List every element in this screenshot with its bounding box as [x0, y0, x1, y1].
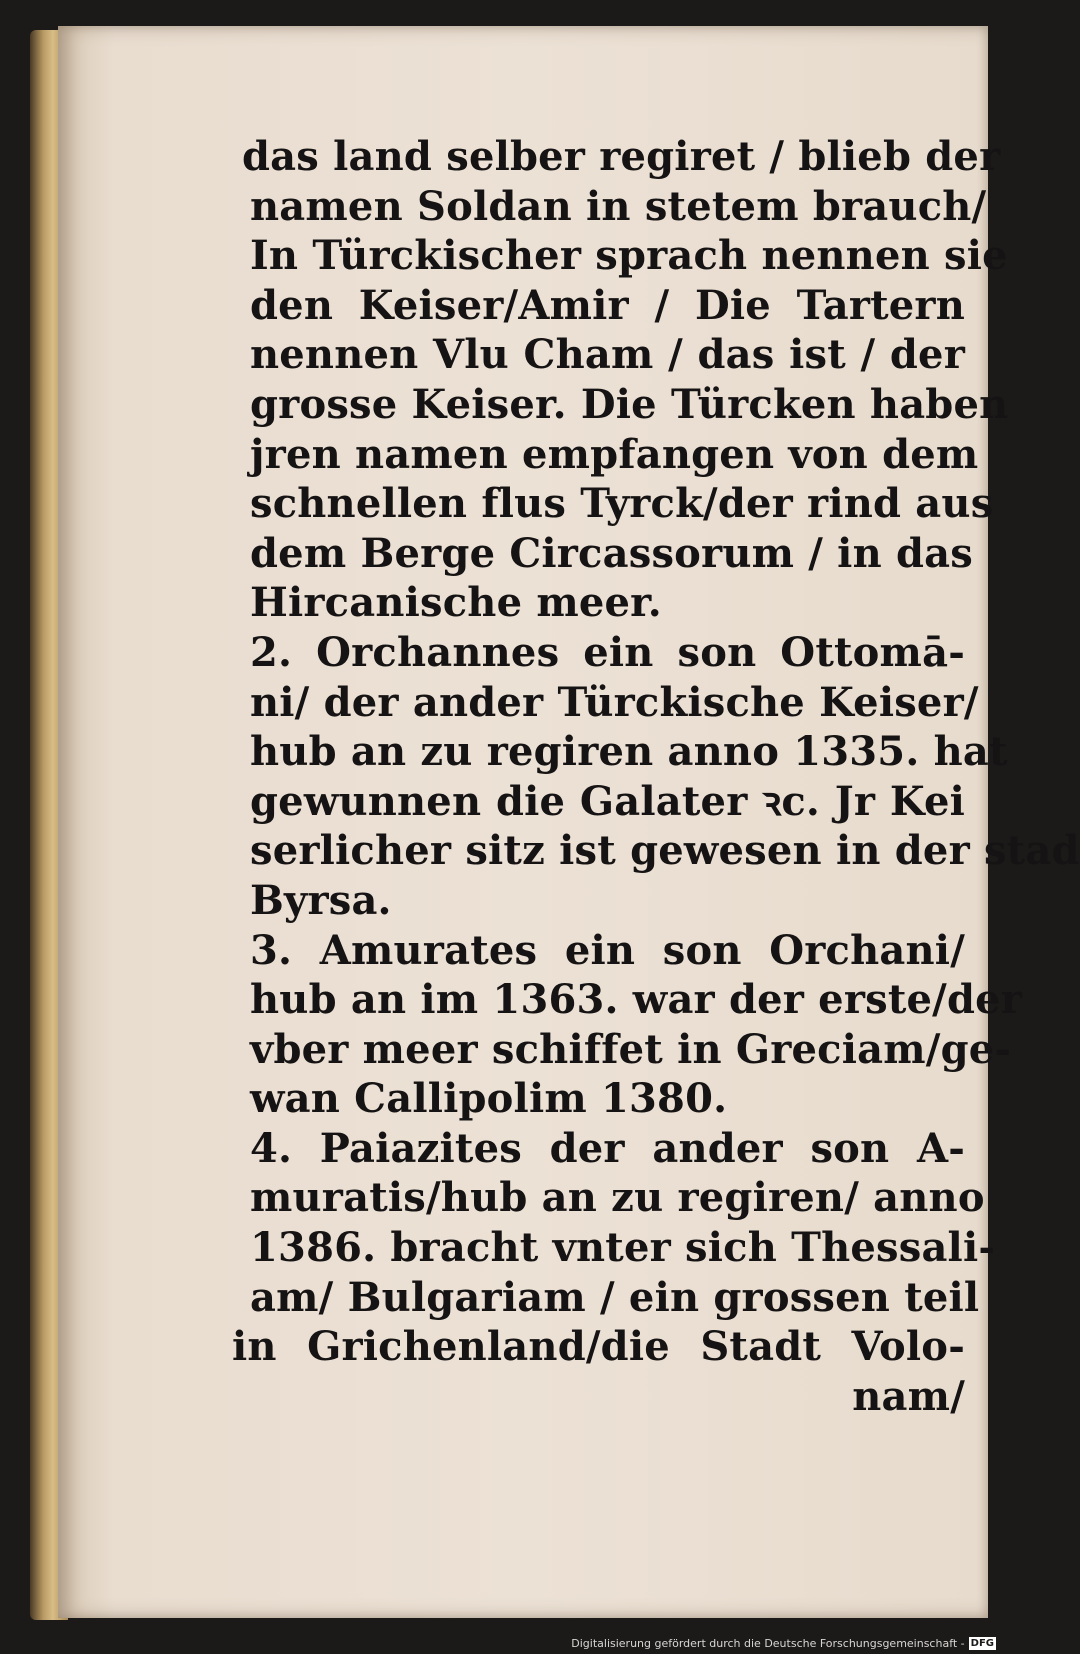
text-line: am/ Bulgariam / ein grossen teil — [250, 1273, 980, 1321]
funding-text: Digitalisierung gefördert durch die Deutsche Forschungsgemeinschaft - — [571, 1636, 965, 1650]
text-line: den Keiser/Amir / Die Tartern — [250, 281, 965, 329]
text-line: Byrsa. — [250, 876, 392, 924]
text-line: 4. Paiazites der ander son A- — [250, 1124, 965, 1172]
text-line: 2. Orchannes ein son Ottomā- — [250, 628, 965, 676]
text-line: wan Callipolim 1380. — [250, 1075, 728, 1123]
page-text — [232, 132, 1080, 1421]
text-line: muratis/hub an zu regiren/ anno — [250, 1174, 985, 1222]
funding-footer — [571, 1634, 996, 1652]
text-line: 1386. bracht vnter sich Thessali- — [250, 1224, 996, 1272]
text-line: dem Berge Circassorum / in das — [250, 529, 973, 577]
text-line: jren namen empfangen von dem — [250, 430, 979, 478]
catchword: nam/ — [852, 1372, 965, 1420]
text-line: gewunnen die Galater ꝛc. Jr Kei — [250, 777, 965, 825]
text-line: Hircanische meer. — [250, 579, 662, 627]
text-line: serlicher sitz ist gewesen in der stad — [250, 827, 1080, 875]
dfg-logo: DFG — [970, 1637, 994, 1649]
text-line: in Grichenland/die Stadt Volo- — [232, 1323, 965, 1371]
text-line: vber meer schiffet in Greciam/ge- — [250, 1025, 1012, 1073]
text-line: namen Soldan in stetem brauch/ — [250, 182, 987, 230]
text-line: das land selber regiret / blieb der — [242, 133, 1001, 180]
text-line: hub an zu regiren anno 1335. hat — [250, 728, 1008, 776]
text-line: ni/ der ander Türckische Keiser/ — [250, 678, 979, 726]
text-line: schnellen flus Tyrck/der rind aus — [250, 480, 994, 528]
text-line: nennen Vlu Cham / das ist / der — [250, 331, 965, 379]
text-line: hub an im 1363. war der erste/der — [250, 976, 1023, 1024]
text-line: 3. Amurates ein son Orchani/ — [250, 926, 965, 974]
text-line: In Türckischer sprach nennen sie — [250, 232, 1008, 280]
text-line: grosse Keiser. Die Türcken haben — [250, 380, 1009, 428]
